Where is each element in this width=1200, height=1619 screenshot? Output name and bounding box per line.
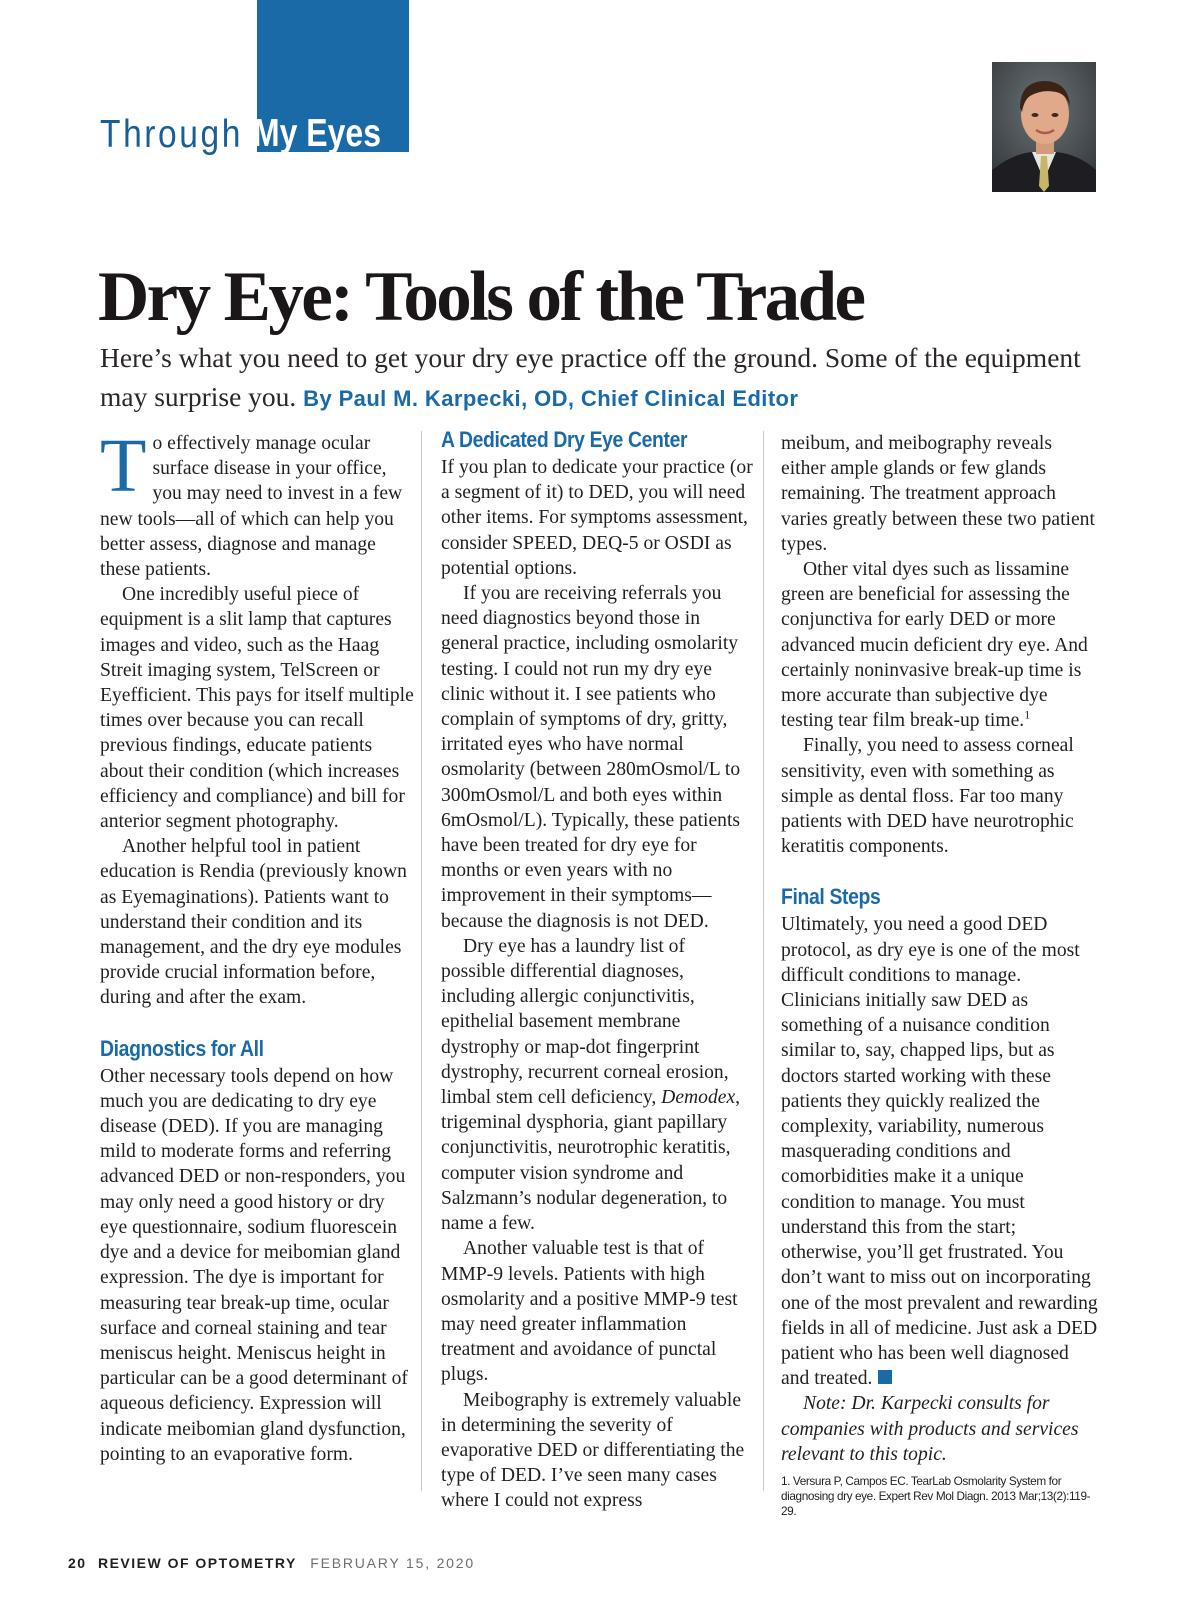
subhead-dedicated-center: A Dedicated Dry Eye Center <box>441 427 688 452</box>
footnote: 1. Versura P, Campos EC. TearLab Osmolarity System for diagnosing dry eye. Expert Rev Mol Diagn. 2013 Mar;13(2):119-29. <box>781 1473 1091 1518</box>
paragraph: Another helpful tool in patient education is Rendia (previously known as Eyemaginations). Patients want to understand their condition and its management, and the dry eye modules provide crucial information before, during and after the exam. <box>100 836 407 1009</box>
paragraph <box>781 912 1099 1391</box>
paragraph-text: Dry eye has a laundry list of possible differential diagnoses, including allergic conjunctivitis, epithelial basement membrane dystrophy or map-dot fingerprint dystrophy, recurrent corneal erosion, limbal stem cell deficiency, <box>441 935 729 1109</box>
paragraph: Meibography is extremely valuable in determining the severity of evaporative DED or differentiating the type of DED. I’ve seen many cases where I could not express <box>441 1389 745 1512</box>
paragraph: meibum, and meibography reveals either ample glands or few glands remaining. The treatment approach varies greatly between these two patient types. <box>781 433 1095 555</box>
paragraph <box>441 934 754 1236</box>
subhead-final-steps: Final Steps <box>781 884 881 910</box>
article-byline: By Paul M. Karpecki, OD, Chief Clinical Editor <box>303 386 799 411</box>
disclosure-note: Note: Dr. Karpecki consults for companies with products and services relevant to this topic. <box>781 1393 1079 1465</box>
page-footer <box>68 1555 475 1571</box>
paragraph: Finally, you need to assess corneal sensitivity, even with something as simple as dental floss. Far too many patients with DED have neurotrophic keratitis components. <box>781 735 1074 858</box>
paragraph: Other necessary tools depend on how much you are dedicating to dry eye disease (DED). If you are managing mild to moderate forms and referring advanced DED or non-responders, you may only need a good history or dry eye questionnaire, sodium fluorescein dye and a device for meibomian gland expression. The dye is important for measuring tear break-up time, ocular surface and corneal staining and tear meniscus height. Meniscus height in particular can be a good determinant of aqueous deficiency. Expression will indicate meibomian gland dysfunction, pointing to an evaporative form. <box>100 1065 408 1465</box>
paragraph: Another valuable test is that of MMP-9 levels. Patients with high osmolarity and a positive MMP-9 test may need greater inflammation treatment and avoidance of punctal plugs. <box>441 1238 738 1386</box>
dropcap: T <box>100 424 147 508</box>
column-title <box>100 102 409 154</box>
column-divider <box>421 431 422 1491</box>
intro-paragraph <box>100 424 415 582</box>
article-column-3 <box>781 431 1099 1519</box>
end-mark-icon <box>878 1370 892 1384</box>
reference-marker: 1 <box>1024 707 1031 722</box>
paragraph <box>781 557 1099 733</box>
article-column-1 <box>100 424 415 1467</box>
magazine-name: REVIEW OF OPTOMETRY <box>97 1555 297 1571</box>
paragraph: One incredibly useful piece of equipment is a slit lamp that captures images and video, such as the Haag Streit imaging system, TelScreen or Eyefficient. This pays for itself multiple times over because you can recall previous findings, educate patients about their condition (which increases efficiency and compliance) and bill for anterior segment photography. <box>100 584 414 833</box>
issue-date: FEBRUARY 15, 2020 <box>310 1555 475 1571</box>
paragraph: If you are receiving referrals you need diagnostics beyond those in general practice, including osmolarity testing. I could not run my dry eye clinic without it. I see patients who complain of symptoms of dry, gritty, irritated eyes who have normal osmolarity (between 280mOsmol/L to 300mOsmol/L and both eyes within 6mOsmol/L). Typically, these patients have been treated for dry eye for months or even years with no improvement in their symptoms—because the diagnosis is not DED. <box>441 583 741 932</box>
column-title-bold: My Eyes <box>253 112 382 155</box>
dek-text: Here’s what you need to get your dry eye practice off the ground. Some of the equipment may surprise you. <box>100 342 1081 412</box>
author-portrait-icon <box>992 62 1096 192</box>
column-divider <box>763 431 764 1491</box>
page-number: 20 <box>68 1555 87 1571</box>
italic-term: Demodex <box>661 1087 736 1109</box>
paragraph-text: Ultimately, you need a good DED protocol, as dry eye is one of the most difficult conditions to manage. Clinicians initially saw DED as something of a nuisance condition similar to, say, chapped lips, but as doctors started working with these patients they quickly realized the complexity, variability, numerous masquerading conditions and comorbidities make it a unique condition to manage. You must understand this from the start; otherwise, you’ll get frustrated. You don’t want to miss out on incorporating one of the most prevalent and rewarding fields in all of medicine. Just ask a DED patient who has been well diagnosed and treated. <box>781 914 1098 1390</box>
paragraph-text: , trigeminal dysphoria, giant papillary conjunctivitis, neurotrophic keratitis, computer vision syndrome and Salzmann’s nodular degeneration, to name a few. <box>441 1087 741 1235</box>
paragraph-text: Other vital dyes such as lissamine green are beneficial for assessing the conjunctiva for early DED or more advanced mucin deficient dry eye. And certainly noninvasive break-up time is more accurate than subjective dye testing tear film break-up time. <box>781 559 1088 732</box>
subhead-diagnostics: Diagnostics for All <box>100 1035 264 1061</box>
article-dek <box>100 338 1110 418</box>
paragraph: If you plan to dedicate your practice (or a segment of it) to DED, you will need other items. For symptoms assessment, consider SPEED, DEQ-5 or OSDI as potential options. <box>441 457 753 579</box>
paragraph-text: o effectively manage ocular surface disease in your office, you may need to invest in a few new tools—all of which can help you better assess, diagnose and manage these patients. <box>100 433 403 581</box>
column-title-light: Through <box>100 113 243 156</box>
article-headline: Dry Eye: Tools of the Trade <box>98 258 864 336</box>
article-column-2 <box>441 427 754 1514</box>
